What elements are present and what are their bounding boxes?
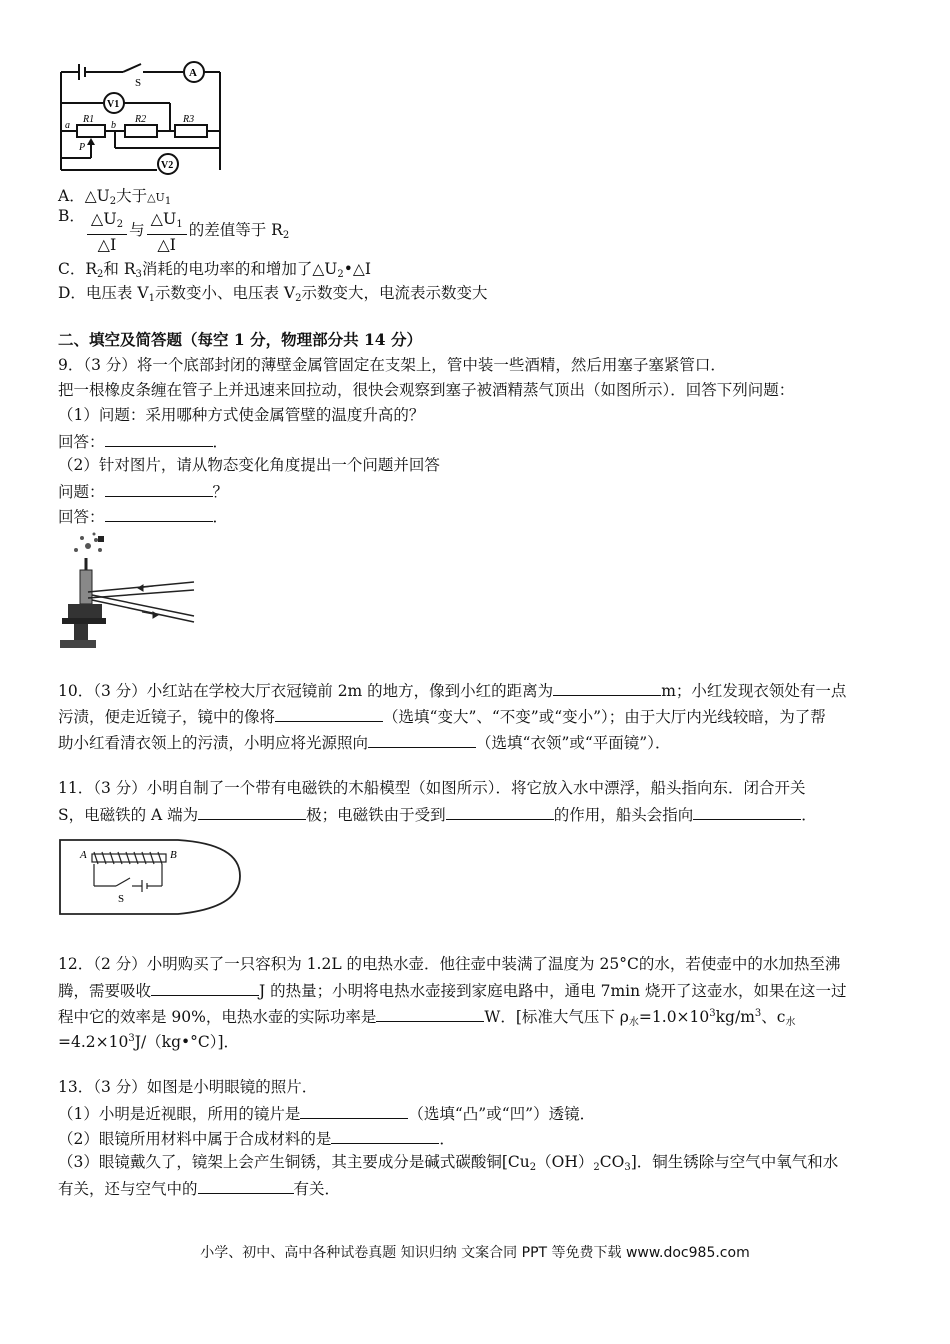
q12-line4 bbox=[58, 1029, 239, 1052]
q13-line2-a: （1）小明是近视眼，所用的镜片是 bbox=[58, 1105, 301, 1123]
q11-line1: 11．（3 分）小明自制了一个带有电磁铁的木船模型（如图所示）．将它放入水中漂浮，船头指向东．闭合开关 bbox=[58, 779, 806, 797]
frac1-den: △I bbox=[97, 234, 117, 254]
circuit-label-node-b: b bbox=[111, 120, 116, 131]
option-a-prefix: A．△U bbox=[58, 187, 110, 205]
q10-line2-b: （选填“变大”、“不变”或“变小”）；由于大厅内光线较暗，为了帮 bbox=[383, 708, 826, 726]
q9-answer2-end: ． bbox=[212, 508, 229, 526]
option-d-mid: 示数变小、电压表 V bbox=[154, 284, 296, 302]
option-c-sub2: 3 bbox=[135, 269, 142, 280]
circuit-label-v1: V1 bbox=[107, 99, 120, 110]
q13-sub2: 2 bbox=[593, 1162, 600, 1173]
answer-blank[interactable] bbox=[331, 1127, 439, 1144]
option-d-tail: 示数变大，电流表示数变大 bbox=[301, 284, 488, 302]
q12-line2-b: J 的热量；小明将电热水壶接到家庭电路中，通电 7min 烧开了这壶水，如果在这一过 bbox=[259, 982, 847, 1000]
frac1-num: △U bbox=[90, 208, 117, 228]
option-b-text: 的差值等于 R bbox=[188, 221, 283, 239]
answer-blank[interactable] bbox=[693, 803, 801, 820]
q12-line2 bbox=[58, 979, 847, 1001]
option-b-prefix: B． bbox=[58, 207, 85, 225]
circuit-label-r1: R1 bbox=[83, 114, 95, 125]
boat-electromagnet-figure bbox=[58, 838, 243, 916]
q12-line3-d: kg/m bbox=[715, 1008, 755, 1026]
q12-line4-a: =4.2×10 bbox=[58, 1033, 129, 1051]
q11-line2-b: 极；电磁铁由于受到 bbox=[306, 806, 446, 824]
answer-blank[interactable] bbox=[446, 803, 554, 820]
option-d-sub1: 1 bbox=[148, 293, 155, 304]
q13-line4-b: （OH） bbox=[536, 1153, 594, 1171]
q12-line3-a: 程中它的效率是 90%，电热水壶的实际功率是 bbox=[58, 1008, 377, 1026]
q12-sub-water: 水 bbox=[628, 1017, 639, 1028]
option-c-mid: 和 R bbox=[103, 260, 136, 278]
q12-line4-b: J/（kg•°C）]． bbox=[134, 1033, 240, 1051]
page-footer: 小学、初中、高中各种试卷真题 知识归纳 文案合同 PPT 等免费下载 www.doc985.com bbox=[200, 1245, 750, 1261]
option-d bbox=[58, 283, 487, 309]
q12-line2-a: 腾，需要吸收 bbox=[58, 982, 152, 1000]
circuit-label-p: P bbox=[79, 142, 86, 153]
q13-line3-a: （2）眼镜所用材料中属于合成材料的是 bbox=[58, 1130, 332, 1148]
circuit-label-s: S bbox=[135, 77, 142, 89]
option-a-tail: △U bbox=[147, 191, 165, 204]
q9-line1: 9．（3 分）将一个底部封闭的薄壁金属管固定在支架上，管中装一些酒精，然后用塞子塞紧管口． bbox=[58, 356, 726, 374]
option-a-tail-sub: 1 bbox=[164, 196, 172, 207]
q10-line1-a: 10．（3 分）小红站在学校大厅衣冠镜前 2m 的地方，像到小红的距离为 bbox=[58, 682, 554, 700]
q13-line2 bbox=[58, 1102, 595, 1124]
option-b-text-sub: 2 bbox=[282, 230, 290, 241]
q13-line1: 13．（3 分）如图是小明眼镜的照片． bbox=[58, 1078, 318, 1096]
q10-line2 bbox=[58, 705, 826, 727]
frac2-num-sub: 1 bbox=[176, 218, 183, 230]
option-b bbox=[58, 205, 289, 254]
answer-blank[interactable] bbox=[376, 1005, 484, 1022]
q12-sub-water2: 水 bbox=[785, 1017, 796, 1028]
q13-line4-d: ]．铜生锈除与空气中氧气和水 bbox=[630, 1153, 839, 1171]
section-title: 二、填空及简答题（每空 1 分，物理部分共 14 分） bbox=[58, 330, 422, 349]
q13-line4-a: （3）眼镜戴久了，镜架上会产生铜锈，其主要成分是碱式碳酸铜[Cu bbox=[58, 1153, 530, 1171]
q9-line5: （2）针对图片，请从物态变化角度提出一个问题并回答 bbox=[58, 456, 440, 474]
q9-answer1-label: 回答： bbox=[58, 433, 105, 451]
q10-line1 bbox=[58, 679, 846, 701]
q13-sub3: 3 bbox=[624, 1162, 631, 1173]
answer-blank[interactable] bbox=[553, 679, 661, 696]
option-c-sub3: 2 bbox=[337, 269, 344, 280]
boat-label-s: S bbox=[118, 893, 125, 905]
option-c-prefix: C．R bbox=[58, 260, 98, 278]
circuit-label-r3: R3 bbox=[183, 114, 195, 125]
q13-line5-a: 有关，还与空气中的 bbox=[58, 1180, 198, 1198]
q13-line3-b: ． bbox=[439, 1130, 455, 1148]
q12-sup-3b: 3 bbox=[754, 1008, 762, 1019]
boat-label-a: A bbox=[80, 849, 87, 861]
option-a-text: 大于 bbox=[116, 187, 148, 205]
option-b-fraction-1 bbox=[87, 209, 127, 254]
q12-line3-e: 、c bbox=[761, 1008, 786, 1026]
option-c bbox=[58, 259, 371, 285]
option-a-sub: 2 bbox=[109, 196, 117, 207]
answer-blank[interactable] bbox=[105, 480, 213, 497]
circuit-label-v2: V2 bbox=[161, 160, 174, 171]
answer-blank[interactable] bbox=[275, 705, 383, 722]
q13-line4 bbox=[58, 1152, 838, 1178]
q9-answer2 bbox=[58, 505, 228, 527]
q9-question-label: 问题： bbox=[58, 483, 105, 501]
q10-line3-b: （选填“衣领”或“平面镜”）． bbox=[476, 734, 671, 752]
answer-blank[interactable] bbox=[198, 1177, 294, 1194]
q13-line3 bbox=[58, 1127, 455, 1149]
q12-line3-b: W．[标准大气压下 ρ bbox=[484, 1008, 629, 1026]
q13-line2-b: （选填“凸”或“凹”）透镜． bbox=[408, 1105, 596, 1123]
answer-blank[interactable] bbox=[105, 430, 213, 447]
q13-line5-b: 有关． bbox=[293, 1180, 341, 1198]
q9-answer1 bbox=[58, 430, 228, 452]
answer-blank[interactable] bbox=[300, 1102, 408, 1119]
q12-sup-3: 3 bbox=[709, 1008, 716, 1019]
q12-line4-sup: 3 bbox=[128, 1033, 135, 1044]
answer-blank[interactable] bbox=[151, 979, 259, 996]
q10-line2-a: 污渍，便走近镜子，镜中的像将 bbox=[58, 708, 276, 726]
q13-line4-c: CO bbox=[599, 1153, 625, 1171]
circuit-label-node-a: a bbox=[65, 120, 70, 131]
option-c-text: 消耗的电功率的和增加了△U bbox=[141, 260, 338, 278]
q10-line3-a: 助小红看清衣领上的污渍，小明应将光源照向 bbox=[58, 734, 369, 752]
option-d-prefix: D．电压表 V bbox=[58, 284, 149, 302]
circuit-label-ammeter: A bbox=[189, 67, 197, 79]
frac1-num-sub: 2 bbox=[116, 218, 124, 230]
frac2-den: △I bbox=[157, 234, 176, 254]
answer-blank[interactable] bbox=[198, 803, 306, 820]
q12-line1: 12．（2 分）小明购买了一只容积为 1.2L 的电热水壶．他往壶中装满了温度为 25°C的水，若使壶中的水加热至沸 bbox=[58, 955, 841, 973]
q9-line3: （1）问题：采用哪种方式使金属管壁的温度升高的？ bbox=[58, 406, 425, 424]
q12-line3-c: =1.0×10 bbox=[638, 1008, 710, 1026]
q9-question-end: ？ bbox=[212, 483, 229, 501]
circuit-label-r2: R2 bbox=[135, 114, 147, 125]
q11-line2-c: 的作用，船头会指向 bbox=[553, 806, 694, 824]
q13-sub1: 2 bbox=[529, 1162, 537, 1173]
q10-line1-b: m；小红发现衣领处有一点 bbox=[661, 682, 847, 700]
q13-line5 bbox=[58, 1177, 340, 1199]
q11-line2 bbox=[58, 803, 817, 825]
q9-question bbox=[58, 480, 228, 502]
q11-line2-a: S，电磁铁的 A 端为 bbox=[58, 806, 199, 824]
option-d-sub2: 2 bbox=[295, 293, 302, 304]
option-c-sub1: 2 bbox=[97, 269, 104, 280]
q11-line2-d: ． bbox=[801, 806, 817, 824]
tube-experiment-figure bbox=[58, 532, 198, 650]
option-b-mid: 与 bbox=[129, 221, 145, 239]
frac2-num: △U bbox=[150, 208, 177, 228]
boat-label-b: B bbox=[170, 849, 177, 861]
q9-answer2-label: 回答： bbox=[58, 508, 105, 526]
option-c-tail: •△I bbox=[343, 260, 371, 278]
q9-answer1-end: ． bbox=[212, 433, 229, 451]
q10-line3 bbox=[58, 731, 670, 753]
q9-line2: 把一根橡皮条缠在管子上并迅速来回拉动，很快会观察到塞子被酒精蒸气顶出（如图所示）．回答下列问题： bbox=[58, 381, 795, 399]
circuit-diagram bbox=[55, 58, 230, 176]
answer-blank[interactable] bbox=[105, 505, 213, 522]
answer-blank[interactable] bbox=[368, 731, 476, 748]
option-b-fraction-2 bbox=[147, 209, 187, 254]
